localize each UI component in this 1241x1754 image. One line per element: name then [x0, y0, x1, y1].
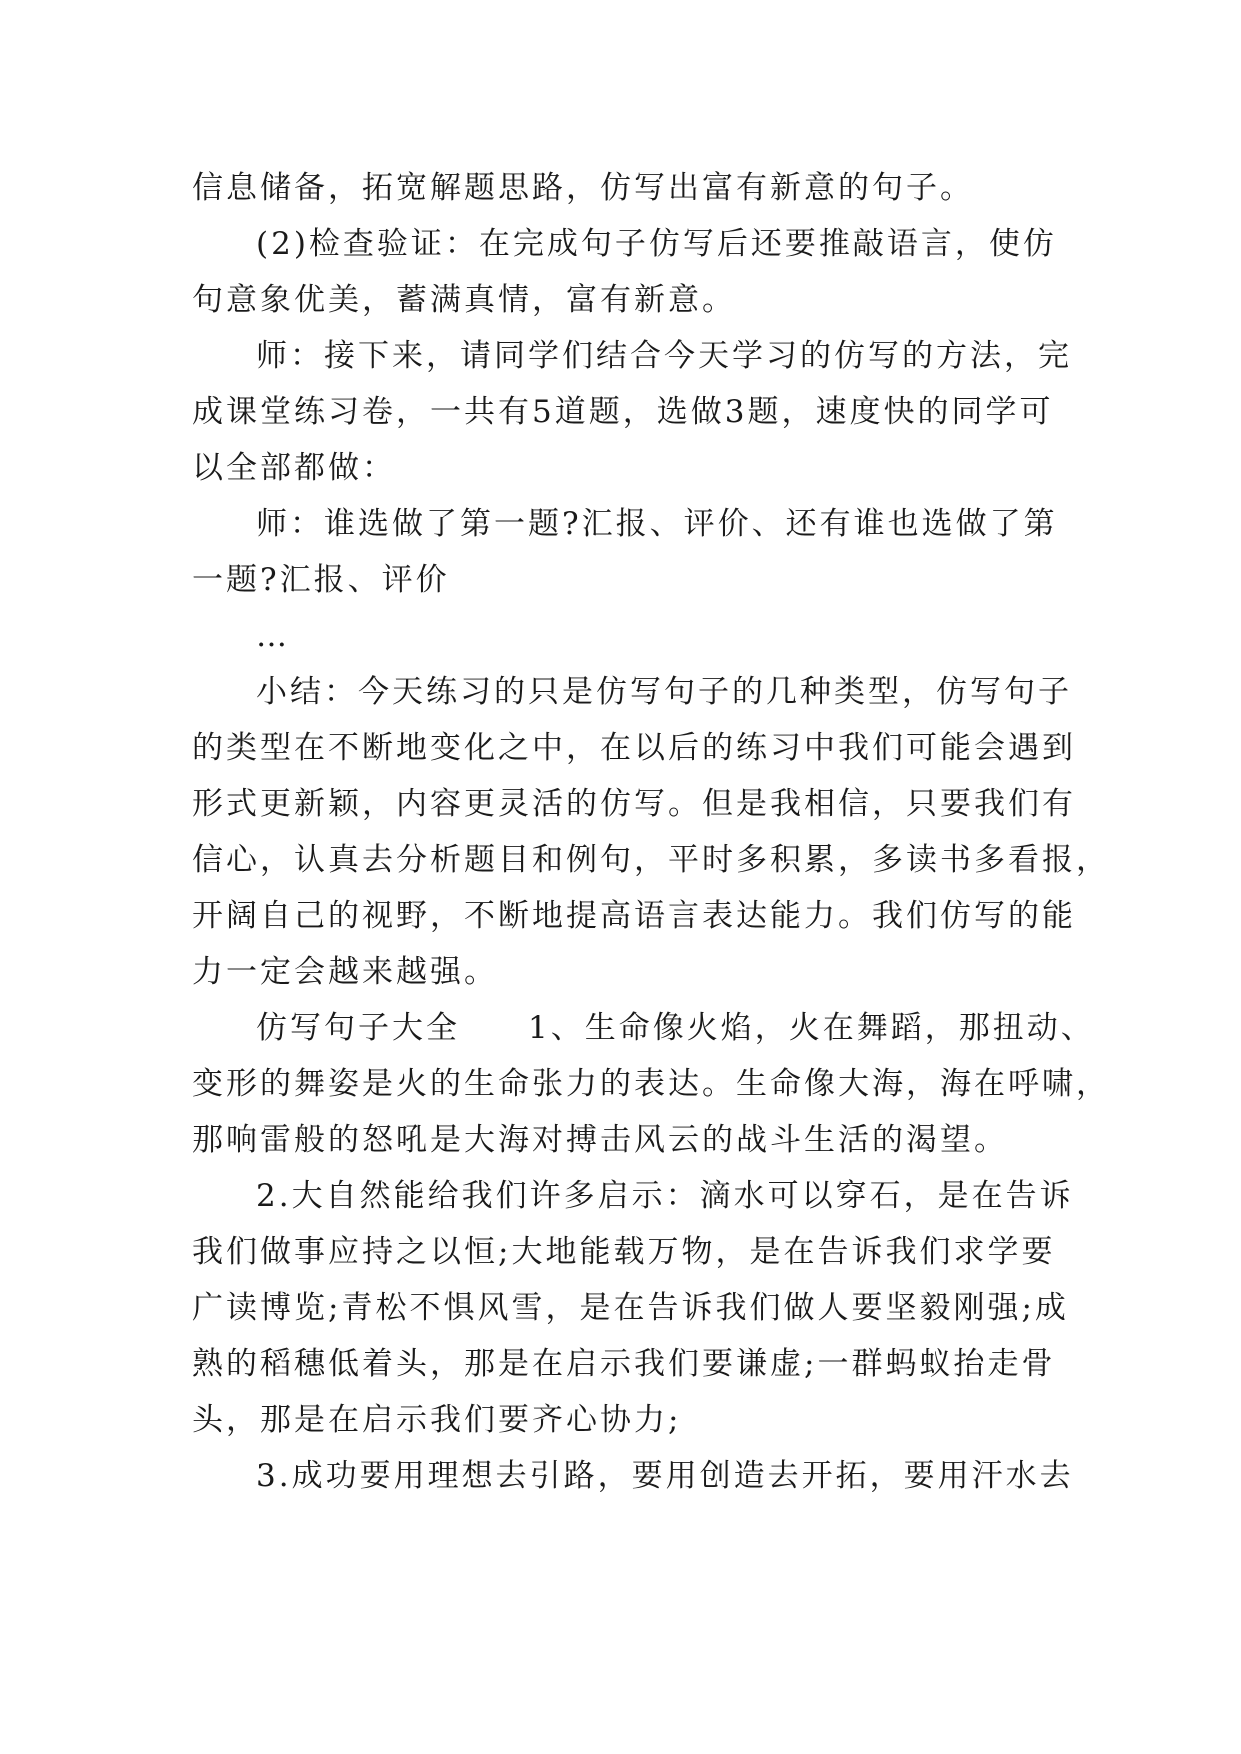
text-line: 一题?汇报、评价 — [192, 562, 450, 598]
text-line: 形式更新颖，内容更灵活的仿写。但是我相信，只要我们有 — [192, 786, 1076, 822]
text-line: 信心，认真去分析题目和例句，平时多积累，多读书多看报， — [192, 842, 1110, 878]
text-line: 头，那是在启示我们要齐心协力; — [192, 1402, 682, 1438]
text-line: 信息储备，拓宽解题思路，仿写出富有新意的句子。 — [192, 170, 974, 206]
text-line: 开阔自己的视野，不断地提高语言表达能力。我们仿写的能 — [192, 898, 1076, 934]
text-line: 以全部都做： — [192, 450, 396, 486]
document-body — [192, 160, 1110, 1504]
text-line: 的类型在不断地变化之中，在以后的练习中我们可能会遇到 — [192, 730, 1076, 766]
text-line: 师：谁选做了第一题?汇报、评价、还有谁也选做了第 — [256, 506, 1058, 542]
text-line: 师：接下来，请同学们结合今天学习的仿写的方法，完 — [256, 338, 1072, 374]
text-line: 3.成功要用理想去引路，要用创造去开拓，要用汗水去 — [256, 1458, 1074, 1494]
text-line: 2.大自然能给我们许多启示：滴水可以穿石，是在告诉 — [256, 1178, 1074, 1214]
text-line: 变形的舞姿是火的生命张力的表达。生命像大海，海在呼啸， — [192, 1066, 1110, 1102]
text-line: 力一定会越来越强。 — [192, 954, 498, 990]
text-line: 熟的稻穗低着头，那是在启示我们要谦虚;一群蚂蚁抬走骨 — [192, 1346, 1056, 1382]
text-line: 广读博览;青松不惧风雪，是在告诉我们做人要坚毅刚强;成 — [192, 1290, 1069, 1326]
text-line: 仿写句子大全 1、生命像火焰，火在舞蹈，那扭动、 — [256, 1010, 1095, 1046]
text-line: 句意象优美，蓄满真情，富有新意。 — [192, 282, 736, 318]
text-line: 我们做事应持之以恒;大地能载万物，是在告诉我们求学要 — [192, 1234, 1056, 1270]
text-line: (2)检查验证：在完成句子仿写后还要推敲语言，使仿 — [256, 226, 1057, 262]
text-line: 小结：今天练习的只是仿写句子的几种类型，仿写句子 — [256, 674, 1072, 710]
ellipsis-line: … — [256, 618, 290, 654]
text-line: 成课堂练习卷，一共有5道题，选做3题，速度快的同学可 — [192, 394, 1054, 430]
text-line: 那响雷般的怒吼是大海对搏击风云的战斗生活的渴望。 — [192, 1122, 1008, 1158]
